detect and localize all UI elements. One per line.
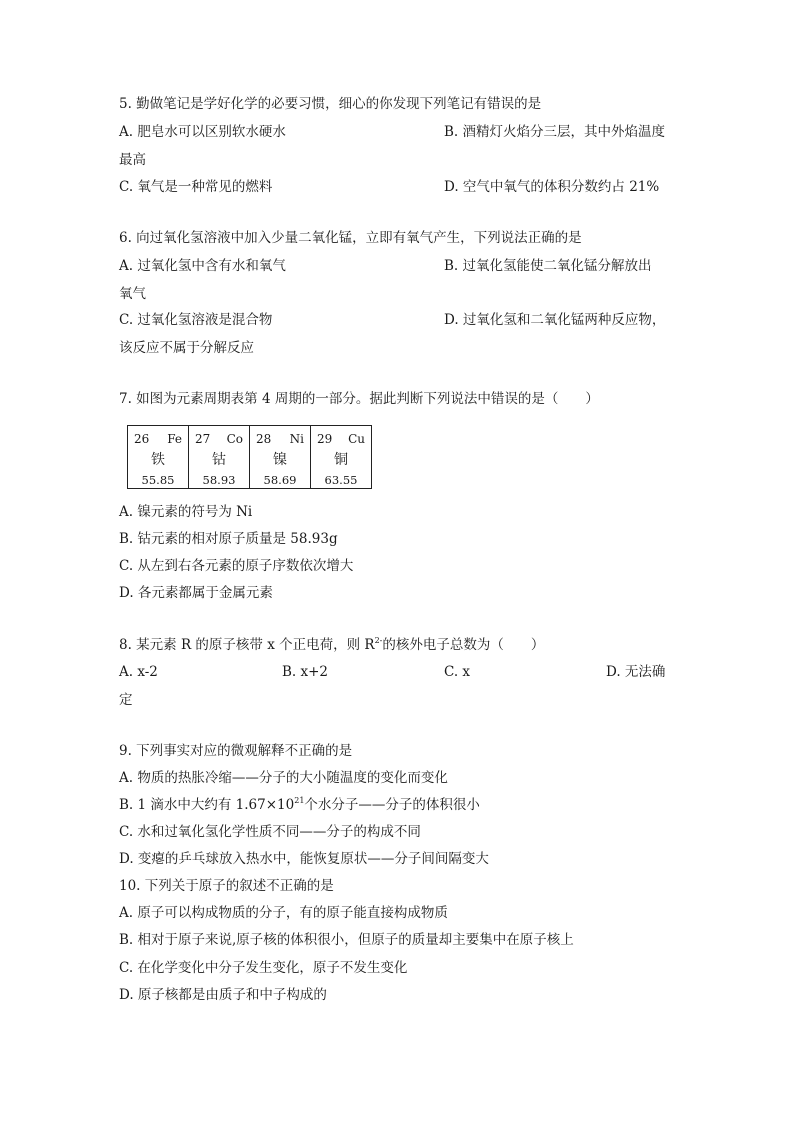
q6-option-d: D. 过氧化氢和二氧化锰两种反应物，	[444, 312, 666, 328]
q9-exponent: 21	[294, 795, 305, 805]
element-mass: 63.55	[324, 473, 358, 487]
element-number: 26	[134, 432, 150, 446]
element-symbol: Cu	[348, 432, 365, 446]
q8-option-b: B. x+2	[282, 664, 329, 680]
q7-option-d: D. 各元素都属于金属元素	[119, 585, 273, 601]
q5-stem: 5. 勤做笔记是学好化学的必要习惯，细心的你发现下列笔记有错误的是	[119, 96, 542, 112]
element-number: 28	[256, 432, 272, 446]
q5-option-d: D. 空气中氧气的体积分数约占 21%	[444, 179, 660, 195]
q6-option-b: B. 过氧化氢能使二氧化锰分解放出	[444, 258, 652, 274]
q7-option-c: C. 从左到右各元素的原子序数依次增大	[119, 558, 354, 574]
element-number: 27	[195, 432, 211, 446]
q10-stem: 10. 下列关于原子的叙述不正确的是	[119, 878, 334, 894]
q8-stem-text: 8. 某元素 R 的原子核带 x 个正电荷，则 R	[119, 637, 375, 653]
q6-option-c: C. 过氧化氢溶液是混合物	[119, 312, 273, 328]
q9-option-b-text-end: 个水分子——分子的体积很小	[304, 797, 480, 813]
q5-option-a: A. 肥皂水可以区别软水硬水	[119, 124, 286, 140]
q8-stem-text-end: 的核外电子总数为（ ）	[382, 637, 545, 653]
element-name: 钴	[212, 452, 226, 468]
q9-option-b	[119, 796, 480, 814]
element-name: 铜	[334, 452, 348, 468]
element-symbol: Co	[226, 432, 243, 446]
q7-option-b: B. 钴元素的相对原子质量是 58.93g	[119, 531, 338, 547]
q8-option-c: C. x	[444, 664, 471, 680]
q9-option-d: D. 变瘪的乒乓球放入热水中，能恢复原状——分子间间隔变大	[119, 851, 489, 867]
element-mass: 58.69	[263, 473, 297, 487]
element-cell-ni	[250, 426, 311, 489]
element-cell-fe	[128, 426, 189, 489]
q6-stem: 6. 向过氧化氢溶液中加入少量二氧化锰，立即有氧气产生，下列说法正确的是	[119, 230, 582, 246]
q9-option-b-text: B. 1 滴水中大约有 1.67×10	[119, 797, 295, 813]
element-name: 铁	[151, 452, 165, 468]
element-name: 镍	[273, 452, 287, 468]
q10-option-b: B. 相对于原子来说,原子核的体积很小，但原子的质量却主要集中在原子核上	[119, 932, 574, 948]
element-mass: 55.85	[141, 473, 175, 487]
q9-stem: 9. 下列事实对应的微观解释不正确的是	[119, 743, 353, 759]
q10-option-d: D. 原子核都是由质子和中子构成的	[119, 987, 327, 1003]
q6-option-d-continued: 该反应不属于分解反应	[119, 340, 254, 356]
q10-option-c: C. 在化学变化中分子发生变化，原子不发生变化	[119, 960, 408, 976]
q8-stem	[119, 636, 544, 654]
q7-option-a: A. 镍元素的符号为 Ni	[119, 504, 253, 520]
q8-option-d: D. 无法确	[606, 664, 666, 680]
q7-stem: 7. 如图为元素周期表第 4 周期的一部分。据此判断下列说法中错误的是（ ）	[119, 391, 599, 407]
element-cell-co	[189, 426, 250, 489]
q8-option-a: A. x-2	[119, 664, 158, 680]
element-number: 29	[317, 432, 333, 446]
q9-option-a: A. 物质的热胀冷缩——分子的大小随温度的变化而变化	[119, 770, 448, 786]
q6-option-b-continued: 氧气	[119, 286, 146, 302]
element-symbol: Fe	[167, 432, 182, 446]
element-mass: 58.93	[202, 473, 236, 487]
q10-option-a: A. 原子可以构成物质的分子，有的原子能直接构成物质	[119, 905, 448, 921]
element-cell-cu	[311, 426, 372, 489]
q9-option-c: C. 水和过氧化氢化学性质不同——分子的构成不同	[119, 824, 421, 840]
q5-option-b: B. 酒精灯火焰分三层，其中外焰温度	[444, 124, 666, 140]
periodic-table-fragment	[127, 425, 372, 489]
q8-option-d-continued: 定	[119, 692, 133, 708]
q6-option-a: A. 过氧化氢中含有水和氧气	[119, 258, 286, 274]
q5-option-b-continued: 最高	[119, 152, 146, 168]
q8-ion-charge: 2-	[374, 635, 383, 645]
element-symbol: Ni	[289, 432, 304, 446]
q5-option-c: C. 氧气是一种常见的燃料	[119, 179, 273, 195]
